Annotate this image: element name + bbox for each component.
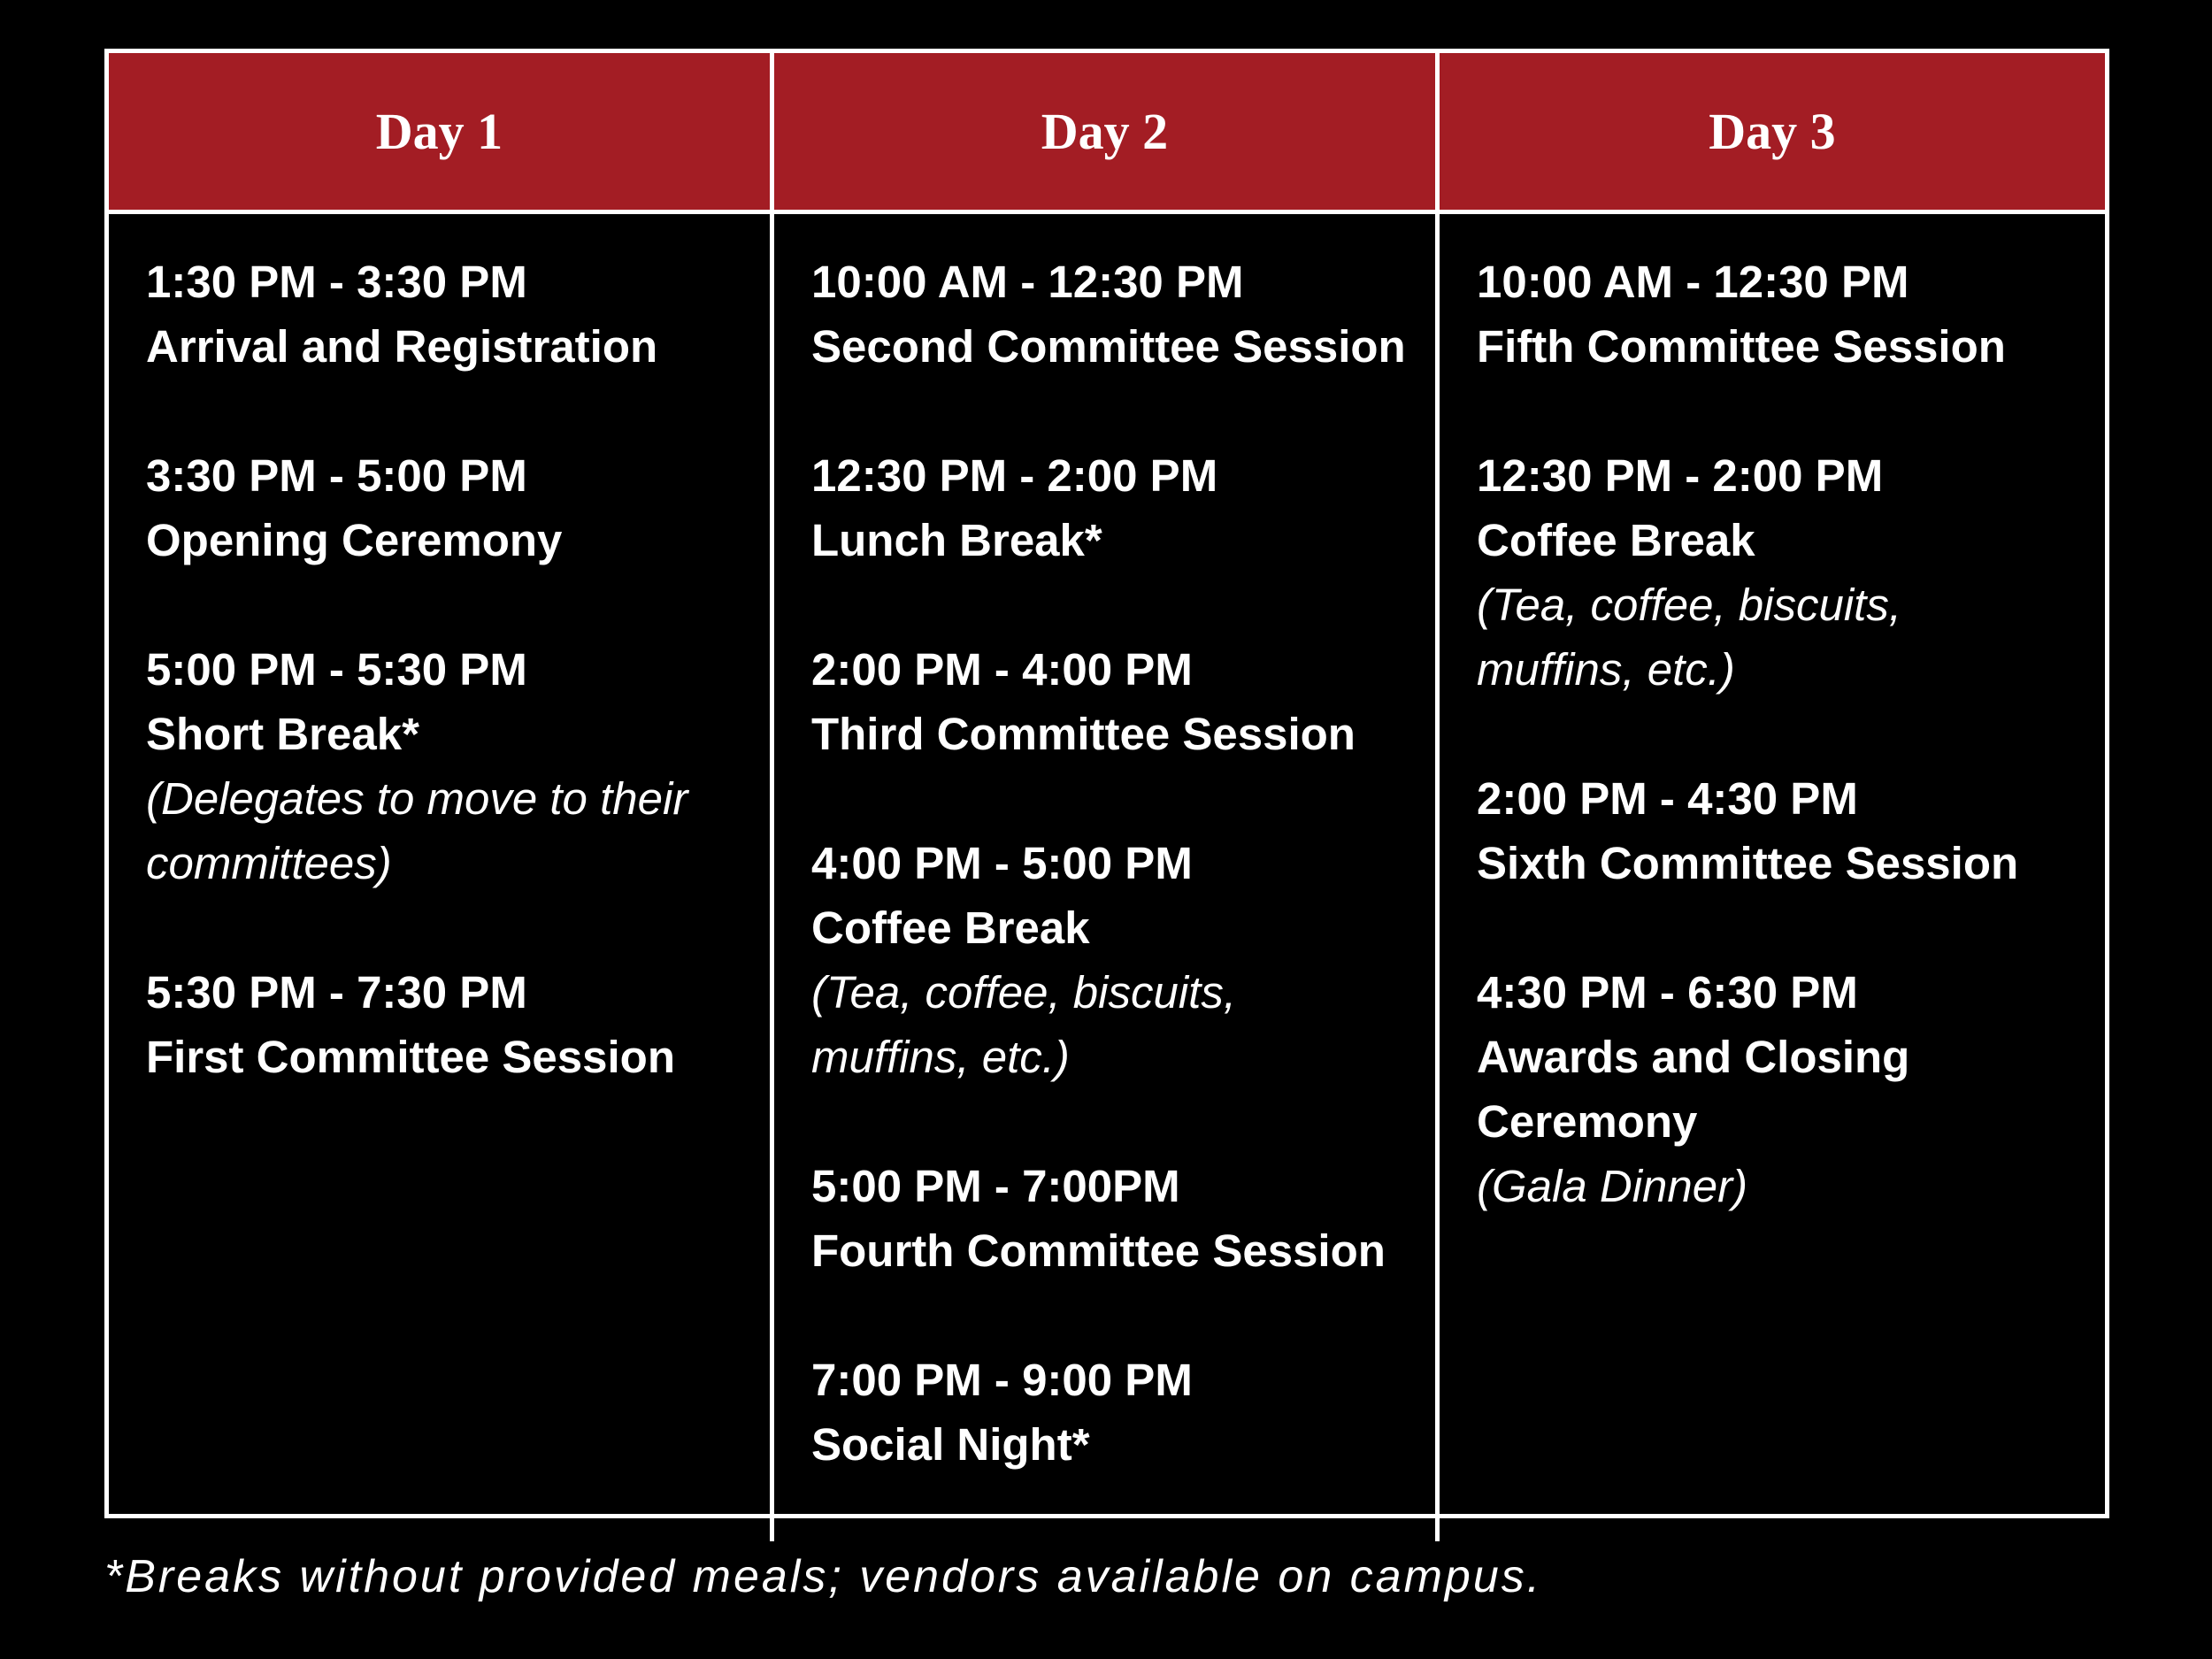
event-note: (Gala Dinner) — [1477, 1161, 1748, 1211]
event-time: 3:30 PM - 5:00 PM — [146, 450, 527, 501]
event-title: Second Committee Session — [811, 321, 1406, 372]
event-title: Coffee Break — [811, 902, 1090, 953]
event-time: 12:30 PM - 2:00 PM — [811, 450, 1218, 501]
schedule-event — [146, 443, 770, 572]
schedule-event — [1477, 960, 2105, 1218]
event-time: 1:30 PM - 3:30 PM — [146, 257, 527, 307]
event-time: 10:00 AM - 12:30 PM — [811, 257, 1244, 307]
event-time: 2:00 PM - 4:30 PM — [1477, 773, 1858, 824]
event-title: Third Committee Session — [811, 709, 1356, 759]
day-2-column — [774, 214, 1440, 1541]
schedule-event — [146, 250, 770, 379]
event-time: 5:30 PM - 7:30 PM — [146, 967, 527, 1018]
event-time: 12:30 PM - 2:00 PM — [1477, 450, 1884, 501]
event-time: 5:00 PM - 7:00PM — [811, 1161, 1180, 1211]
event-title: Social Night* — [811, 1419, 1090, 1470]
schedule-event — [146, 960, 770, 1089]
schedule-event — [811, 250, 1435, 379]
day-2-header: Day 2 — [774, 53, 1440, 214]
event-title: First Committee Session — [146, 1032, 675, 1082]
event-time: 2:00 PM - 4:00 PM — [811, 644, 1193, 695]
event-note: (Tea, coffee, biscuits, muffins, etc.) — [811, 967, 1237, 1082]
event-title: Fifth Committee Session — [1477, 321, 2006, 372]
day-3-header: Day 3 — [1440, 53, 2105, 214]
schedule-event — [811, 443, 1435, 572]
event-note: (Tea, coffee, biscuits, muffins, etc.) — [1477, 580, 1902, 695]
event-title: Lunch Break* — [811, 515, 1102, 565]
event-time: 4:30 PM - 6:30 PM — [1477, 967, 1858, 1018]
schedule-event — [811, 1348, 1435, 1477]
event-time: 5:00 PM - 5:30 PM — [146, 644, 527, 695]
event-time: 7:00 PM - 9:00 PM — [811, 1355, 1193, 1405]
day-1-column — [109, 214, 774, 1541]
schedule-event — [1477, 250, 2105, 379]
event-title: Short Break* — [146, 709, 419, 759]
schedule-table — [104, 49, 2109, 1518]
event-time: 4:00 PM - 5:00 PM — [811, 838, 1193, 888]
event-title: Arrival and Registration — [146, 321, 658, 372]
day-3-column — [1440, 214, 2105, 1541]
schedule-event — [1477, 443, 2105, 702]
event-title: Opening Ceremony — [146, 515, 563, 565]
schedule-event — [811, 1154, 1435, 1283]
event-title: Coffee Break — [1477, 515, 1755, 565]
event-time: 10:00 AM - 12:30 PM — [1477, 257, 1909, 307]
schedule-event — [811, 831, 1435, 1089]
footnote: *Breaks without provided meals; vendors available on campus. — [104, 1551, 1543, 1602]
schedule-event — [811, 637, 1435, 766]
event-note: (Delegates to move to their committees) — [146, 773, 688, 888]
day-1-header: Day 1 — [109, 53, 774, 214]
event-title: Sixth Committee Session — [1477, 838, 2019, 888]
schedule-event — [146, 637, 770, 895]
event-title: Fourth Committee Session — [811, 1225, 1386, 1276]
event-title: Awards and Closing Ceremony — [1477, 1032, 1910, 1147]
schedule-event — [1477, 766, 2105, 895]
